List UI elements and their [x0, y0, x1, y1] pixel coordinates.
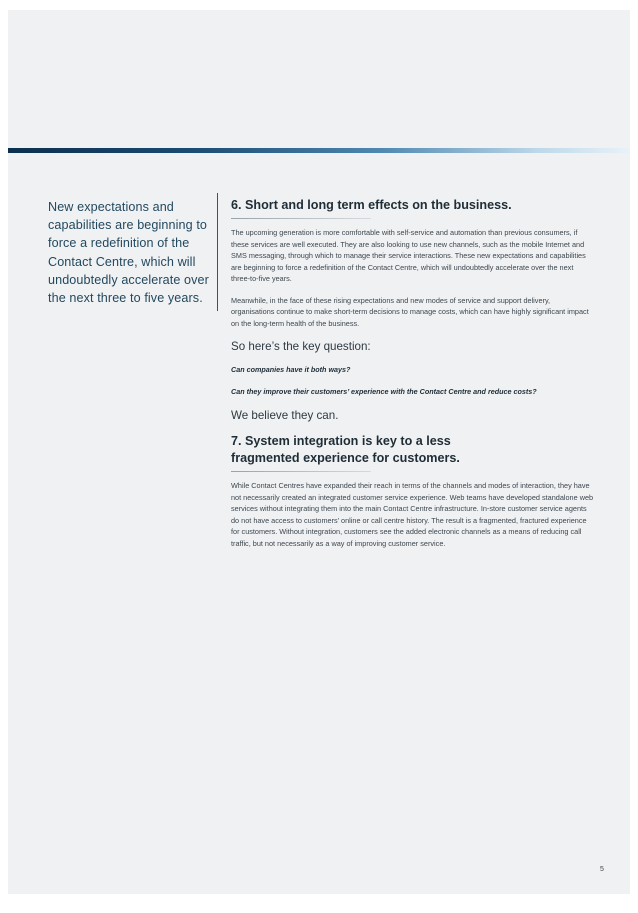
- section-6-paragraph-1: The upcoming generation is more comfortable with self-service and automation than previous consumers, if these services are well executed. They are also looking to use new channels, such as the mobile Internet and SMS messaging, through which to manage their service interactions. These new expectations and capabilities are beginning to force a redefinition of the Contact Centre, which will undoubtedly accelerate over the next three-to-five years.: [231, 228, 586, 283]
- key-question-lead: So here’s the key question:: [231, 340, 371, 353]
- main-content: [231, 196, 594, 559]
- question-2: Can they improve their customers’ experience with the Contact Centre and reduce costs?: [231, 387, 537, 396]
- document-page: [8, 10, 630, 894]
- section-7-title: [231, 433, 594, 467]
- section-6-title: 6. Short and long term effects on the business.: [231, 198, 512, 212]
- section-7-title-line-2: fragmented experience for customers.: [231, 451, 460, 465]
- section-7-title-rule: [231, 471, 371, 472]
- answer-statement: We believe they can.: [231, 409, 339, 422]
- page-number: 5: [600, 866, 604, 873]
- section-7-title-line-1: 7. System integration is key to a less: [231, 434, 451, 448]
- section-7-paragraph-1: While Contact Centres have expanded their reach in terms of the channels and modes of interaction, they have not necessarily created an integrated customer service experience. Web teams have developed standalone web services without integrating them into the main Contact Centre infrastructure. In-store customer service agents do not have access to customers’ online or call centre history. The result is a fragmented, fractured experience for customers. Without integration, customers see the added electronic channels as a means of reducing call traffic, but not necessarily as a way of improving customer service.: [231, 481, 594, 548]
- section-6-paragraph-2: Meanwhile, in the face of these rising expectations and new modes of service and support delivery, organisations continue to make short-term decisions to manage costs, which can have highly significant impact on the long-term health of the business.: [231, 295, 589, 328]
- pull-quote-rule: [217, 193, 218, 311]
- header-divider-band: [8, 148, 630, 153]
- section-6-title-rule: [231, 218, 371, 219]
- question-1: Can companies have it both ways?: [231, 365, 351, 374]
- pull-quote: New expectations and capabilities are beginning to force a redefinition of the Contact Centre, which will undoubtedly accelerate over the next three to five years.: [48, 200, 209, 306]
